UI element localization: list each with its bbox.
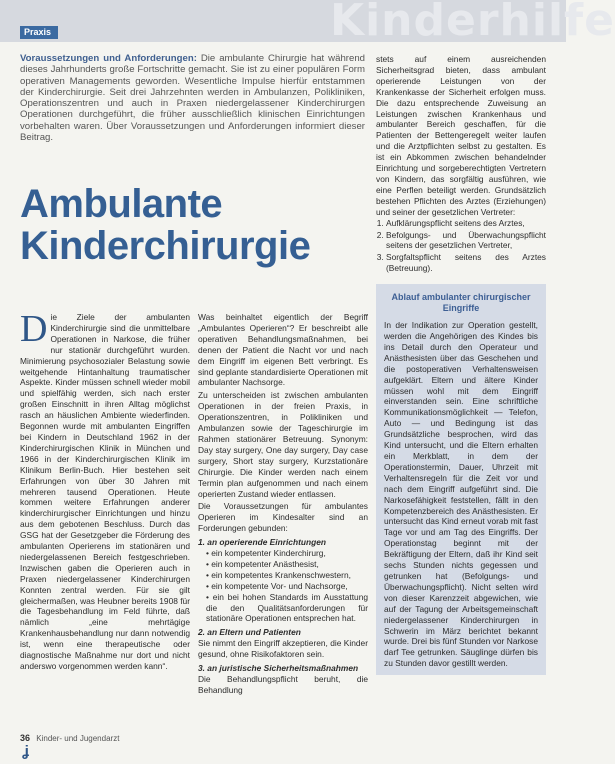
col2-paragraph-3: Die Voraussetzungen für ambulantes Operieren im Kindesalter sind an Forderungen gebunden: (198, 501, 368, 534)
masthead-watermark: Kinderhilfe (330, 0, 615, 46)
column-2 (198, 312, 368, 730)
journal-logo-icon: ʝ (22, 743, 29, 760)
title-line-2: Kinderchirurgie (20, 224, 311, 268)
col2-paragraph-4: Sie nimmt den Eingriff akzeptieren, die Kinder gesund, ohne Risikofaktoren sein. (198, 638, 368, 660)
list-item: • ein kompetentes Krankenschwestern, (206, 570, 368, 581)
intro-paragraph (20, 53, 365, 143)
intro-text: Die ambulante Chirurgie hat während dieses Jahrhunderts große Fortschritte gemacht. Sie ist zu einer populären Form operativen Managements geworden. Wesentliche Impulse hierfür entstammen der Kinderchirurgie. Seit drei Jahrzehnten werden in Ambulanzen, Polikliniken, Operationszentren und auch in Praxen niedergelassener Kinderchirurgen Operationen durchgeführt, die früher ausschließlich klinischen Einrichtungen vorbehalten waren. Über Voraussetzungen und Anforderungen informiert dieser Beitrag. (20, 53, 365, 144)
requirements-heading-2: 2. an Eltern und Patienten (198, 627, 301, 638)
column-1-text: ie Ziele der ambulanten Kinderchirurgie sind die unmittelbare Operationen in Narkose, die früher nur stationär durchgeführt wurden. Minimierung psychosozialer Belastung sowie weitgehende Hintanhaltung traumatischer Aspekte. Kinder müssen schnell wieder mobil und spielfähig werden, sich nach erster großen Einschnitt in ihren Alltag möglichst rasch an häuslichen Ambiente wiederfinden. Begonnen wurde mit ambulanten Eingriffen bei Kindern in Deutschland 1962 in der Kinderchirurgischen Klinik in München und 1966 in der Kinderchirurgischen Klinik im Klinikum Berlin-Buch. Hier bestehen seit Erfahrungen von über 30 Jahren mit mehreren tausend Operationen. Heute kommen weitere Erfahrungen anderer kinderchirurgischer Einrichtungen und hinzu aus dem gebotenen Beschluss. Durch das GSG hat der Gesetzgeber die Förderung des ambulanten Operierens im stationären und niedergelassenen Bereich festgeschrieben. Inzwischen gaben die Operieren auch in Praxen niedergelassener Kinderchirurgen Konnten zentral werden. Für sie gilt gleichermaßen, was Heubner bereits 1908 für die Tagesbehandlung im Feld führte, daß nämlich „eine mehrtägige Krankenhausbehandlung nur dann notwendig ist, wenn eine therapeutische oder diagnostische Maßnahme nur dort und nicht anderswo vorgenommen werden kann“. (20, 312, 190, 671)
col3-paragraph-1: stets auf einem ausreichenden Sicherheitsgrad bieten, dass ambulant operierende Leistungen von der Krankenkasse der Sicherheit erfolgen muss. Die dazu entsprechende Zuweisung an Leistungen zwischen Krankenhaus und ambulanter Bereich geschaffen, für die Patienten der Bettengeregelt weiter laufen und die Arztpflichten selbst zu gestalten. Es ist ein Abkommen zwischen behandelnder Einrichtung und sorgeberechtigten Vertretern von Kindern, das sorgfältig ausführen, wie eine Perflen beteiligt werden. Grundsätzlich bestehen Pflichten des Arztes (Erziehungen) und seiner der gesetzlichen Vertreter: (376, 54, 546, 217)
list-item: • ein kompetenter Kinderchirurg, (206, 548, 368, 559)
intro-lead: Voraussetzungen und Anforderungen: (20, 53, 197, 64)
col2-paragraph-2: Zu unterscheiden ist zwischen ambulanten Operationen in der freien Praxis, in Operationszentren, in Polikliniken und Ambulanzen sowie der Tageschirurgie im Rahmen stationärer Betreuung. Synonym: Day stay surgery, One day surgery, Day case surgery, Short stay surgery, Kurzstationäre Chirurgie. Die Kinder werden nach einem Termin plan aufgenommen und nach einem operierten Zustand wieder entlassen. (198, 390, 368, 499)
drop-cap: D (20, 308, 48, 350)
requirements-heading-3: 3. an juristische Sicherheitsmaßnahmen (198, 663, 359, 674)
list-item: • ein bei hohen Standards im Ausstattung die den Qualitätsanforderungen für stationäre Operationen entsprechen hat. (206, 592, 368, 625)
column-3 (376, 54, 546, 734)
journal-name: Kinder- und Jugendarzt (36, 734, 120, 743)
section-label: Praxis (20, 26, 58, 39)
list-item: • ein kompetente Vor- und Nachsorge, (206, 581, 368, 592)
page-number: 36 (20, 733, 31, 743)
list-item: 2. Befolgungs- und Überwachungspflicht seitens der gesetzlichen Vertreter, (386, 230, 546, 252)
article-title (20, 183, 350, 267)
requirements-heading-1: 1. an operierende Einrichtungen (198, 537, 326, 548)
info-box (376, 284, 546, 675)
col2-paragraph-1: Was beinhaltet eigentlich der Begriff „Ambulantes Operieren“? Er beschreibt alle operativen Behandlungsmaßnahmen, bei denen der Patient die Nacht vor und nach dem Eingriff im eigenen Bett verbringt. Es sind geplante standardisierte Operationen mit ambulanter Nachsorge. (198, 312, 368, 388)
list-item: 1. Aufklärungspflicht seitens des Arztes, (386, 218, 546, 229)
info-box-text: In der Indikation zur Operation gestellt, werden die Angehörigen des Kindes bis ins Detail durch den Operateur und Anästhesisten über das Geschehen und die postoperativen Verhaltensweisen aufgeklärt. Eltern und ältere Kinder müssen wohl mit dem Eingriff einverstanden sein. Eine schriftliche Kommunikationsmöglichkeit — Telefon, Auto — und Bedingung ist das Grundsätzliche besprochen, wird das Kind untersucht, und die Eltern erhalten ein Merkblatt, in dem der Operationstermin, Dauer, Uhrzeit mit Verhaltensregeln für die Zeit vor und nach dem Eingriff aufgeführt sind. Die Narkosefähigkeit feststellen, fällt in den Kompetenzbereich des Anästhesisten. Er untersucht das Kind erneut vorab mit fast Tage vor und am Tag des Eingriffs. Der Operationstag beginnt mit der Bekräftigung der Eltern, daß ihr Kind seit sechs Stunden nichts gegessen und getrunken hat (Befolgungs- und Überwachungspflicht). Nicht selten wird von dieser Karenzzeit abgewichen, wie auf der Tagung der Arbeitsgemeinschaft niedergelassener Kinderchirurgen in Schwerin im März berichtet bekannt wurde. Drei bis fünf Stunden vor Narkose darf Tee getrunken. Säuglinge dürfen bis zu Stunden davor gestillt werden. (384, 320, 538, 669)
page-footer (20, 733, 119, 743)
duties-list (376, 218, 546, 275)
list-item: 3. Sorgfaltspflicht seitens des Arztes (Betreuung). (386, 252, 546, 274)
title-line-1: Ambulante (20, 182, 223, 226)
column-1 (20, 308, 190, 730)
requirements-list-1 (198, 548, 368, 624)
info-box-title: Ablauf ambulanter chirurgischer Eingriffe (391, 292, 531, 314)
col2-paragraph-5: Die Behandlungspflicht beruht, die Behandlung (198, 674, 368, 695)
list-item: • ein kompetenter Anästhesist, (206, 559, 368, 570)
